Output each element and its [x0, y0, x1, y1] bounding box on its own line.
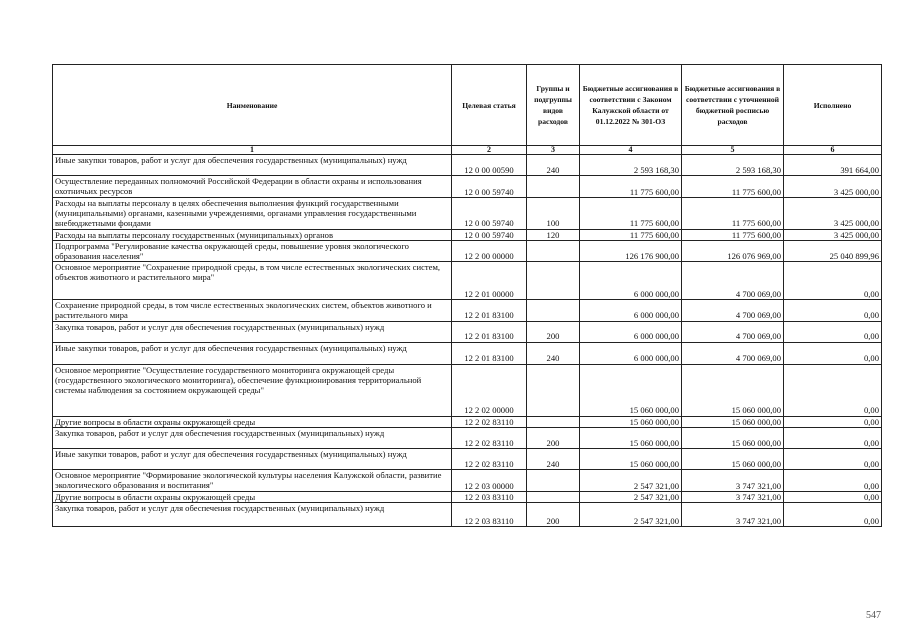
table-row	[53, 300, 882, 321]
row-approved-amount: 15 060 000,00	[580, 364, 682, 416]
row-name: Закупка товаров, работ и услуг для обеспечения государственных (муниципальных) нужд	[53, 503, 452, 527]
row-approved-amount: 15 060 000,00	[580, 448, 682, 469]
row-expense-group: 200	[527, 503, 580, 527]
row-target-article: 12 2 01 83100	[452, 321, 527, 342]
row-approved-amount: 2 547 321,00	[580, 503, 682, 527]
header-expense-group: Группы и подгруппы видов расходов	[527, 65, 580, 146]
row-executed-amount: 0,00	[784, 491, 882, 502]
row-name: Другие вопросы в области охраны окружающей среды	[53, 491, 452, 502]
row-approved-amount: 11 775 600,00	[580, 176, 682, 198]
row-expense-group	[527, 300, 580, 321]
row-target-article: 12 2 00 00000	[452, 240, 527, 261]
row-expense-group	[527, 491, 580, 502]
row-name: Сохранение природной среды, в том числе естественных экологических систем, объектов животного и растительного мира	[53, 300, 452, 321]
row-target-article: 12 2 01 00000	[452, 262, 527, 300]
table-row	[53, 448, 882, 469]
header-target-article: Целевая статья	[452, 65, 527, 146]
row-expense-group: 100	[527, 198, 580, 230]
row-adjusted-amount: 15 060 000,00	[682, 427, 784, 448]
row-approved-amount: 6 000 000,00	[580, 321, 682, 342]
row-name: Иные закупки товаров, работ и услуг для обеспечения государственных (муниципальных) нужд	[53, 448, 452, 469]
row-name: Расходы на выплаты персоналу государственных (муниципальных) органов	[53, 229, 452, 240]
table-row	[53, 155, 882, 176]
column-number: 5	[682, 146, 784, 155]
row-approved-amount: 6 000 000,00	[580, 262, 682, 300]
row-target-article: 12 0 00 59740	[452, 198, 527, 230]
row-approved-amount: 15 060 000,00	[580, 416, 682, 427]
row-approved-amount: 126 176 900,00	[580, 240, 682, 261]
row-target-article: 12 2 03 83110	[452, 503, 527, 527]
table-row	[53, 491, 882, 502]
row-approved-amount: 6 000 000,00	[580, 300, 682, 321]
row-executed-amount: 391 664,00	[784, 155, 882, 176]
row-name: Подпрограмма "Регулирование качества окружающей среды, повышение уровня экологического образования населения"	[53, 240, 452, 261]
column-number: 6	[784, 146, 882, 155]
row-name: Иные закупки товаров, работ и услуг для обеспечения государственных (муниципальных) нужд	[53, 155, 452, 176]
page-number: 547	[866, 610, 881, 621]
row-target-article: 12 2 02 83110	[452, 427, 527, 448]
row-approved-amount: 2 547 321,00	[580, 491, 682, 502]
row-name: Основное мероприятие "Осуществление государственного мониторинга окружающей среды (государственного экологического мониторинга), обеспечение функционирования территориальной системы наблюдения за состоянием окружающей среды"	[53, 364, 452, 416]
header-row	[53, 65, 882, 146]
row-name: Другие вопросы в области охраны окружающей среды	[53, 416, 452, 427]
row-adjusted-amount: 4 700 069,00	[682, 321, 784, 342]
row-target-article: 12 2 01 83100	[452, 300, 527, 321]
row-target-article: 12 0 00 59740	[452, 229, 527, 240]
row-executed-amount: 0,00	[784, 321, 882, 342]
row-executed-amount: 3 425 000,00	[784, 176, 882, 198]
row-name: Закупка товаров, работ и услуг для обеспечения государственных (муниципальных) нужд	[53, 427, 452, 448]
row-name: Расходы на выплаты персоналу в целях обеспечения выполнения функций государственными (муниципальными) органами, казенными учреждениями, органами управления государственными внебюджетными фондами	[53, 198, 452, 230]
row-expense-group: 240	[527, 448, 580, 469]
row-expense-group: 240	[527, 342, 580, 364]
table-row	[53, 342, 882, 364]
row-adjusted-amount: 4 700 069,00	[682, 262, 784, 300]
header-executed: Исполнено	[784, 65, 882, 146]
table-row	[53, 240, 882, 261]
row-expense-group	[527, 262, 580, 300]
row-adjusted-amount: 11 775 600,00	[682, 198, 784, 230]
table-row	[53, 469, 882, 491]
table-row	[53, 229, 882, 240]
row-target-article: 12 2 02 83110	[452, 448, 527, 469]
column-number: 1	[53, 146, 452, 155]
row-approved-amount: 15 060 000,00	[580, 427, 682, 448]
row-expense-group: 240	[527, 155, 580, 176]
row-adjusted-amount: 15 060 000,00	[682, 448, 784, 469]
row-approved-amount: 11 775 600,00	[580, 229, 682, 240]
table-row	[53, 198, 882, 230]
row-executed-amount: 3 425 000,00	[784, 198, 882, 230]
row-adjusted-amount: 3 747 321,00	[682, 503, 784, 527]
row-name: Основное мероприятие "Сохранение природной среды, в том числе естественных экологических систем, объектов животного и растительного мира"	[53, 262, 452, 300]
row-executed-amount: 3 425 000,00	[784, 229, 882, 240]
row-executed-amount: 0,00	[784, 262, 882, 300]
table-row	[53, 416, 882, 427]
row-expense-group: 120	[527, 229, 580, 240]
row-target-article: 12 2 01 83100	[452, 342, 527, 364]
header-adjusted-allocations: Бюджетные ассигнования в соответствии с уточненной бюджетной росписью расходов	[682, 65, 784, 146]
row-executed-amount: 0,00	[784, 416, 882, 427]
row-expense-group: 200	[527, 427, 580, 448]
row-target-article: 12 0 00 00590	[452, 155, 527, 176]
row-approved-amount: 11 775 600,00	[580, 198, 682, 230]
row-target-article: 12 0 00 59740	[452, 176, 527, 198]
row-expense-group: 200	[527, 321, 580, 342]
column-number-row	[53, 146, 882, 155]
table-row	[53, 503, 882, 527]
row-adjusted-amount: 4 700 069,00	[682, 342, 784, 364]
row-adjusted-amount: 11 775 600,00	[682, 229, 784, 240]
row-executed-amount: 0,00	[784, 469, 882, 491]
table-row	[53, 262, 882, 300]
row-executed-amount: 0,00	[784, 364, 882, 416]
row-target-article: 12 2 03 83110	[452, 491, 527, 502]
row-adjusted-amount: 3 747 321,00	[682, 469, 784, 491]
row-executed-amount: 0,00	[784, 503, 882, 527]
header-approved-allocations: Бюджетные ассигнования в соответствии с Законом Калужской области от 01.12.2022 № 301-ОЗ	[580, 65, 682, 146]
header-name: Наименование	[53, 65, 452, 146]
row-expense-group	[527, 176, 580, 198]
column-number: 3	[527, 146, 580, 155]
row-adjusted-amount: 3 747 321,00	[682, 491, 784, 502]
row-target-article: 12 2 02 83110	[452, 416, 527, 427]
row-adjusted-amount: 11 775 600,00	[682, 176, 784, 198]
row-name: Закупка товаров, работ и услуг для обеспечения государственных (муниципальных) нужд	[53, 321, 452, 342]
row-executed-amount: 25 040 899,96	[784, 240, 882, 261]
row-name: Иные закупки товаров, работ и услуг для обеспечения государственных (муниципальных) нужд	[53, 342, 452, 364]
row-approved-amount: 2 547 321,00	[580, 469, 682, 491]
row-approved-amount: 2 593 168,30	[580, 155, 682, 176]
table-row	[53, 321, 882, 342]
row-target-article: 12 2 02 00000	[452, 364, 527, 416]
row-adjusted-amount: 15 060 000,00	[682, 364, 784, 416]
row-executed-amount: 0,00	[784, 300, 882, 321]
row-approved-amount: 6 000 000,00	[580, 342, 682, 364]
table-row	[53, 176, 882, 198]
row-adjusted-amount: 15 060 000,00	[682, 416, 784, 427]
row-executed-amount: 0,00	[784, 342, 882, 364]
row-target-article: 12 2 03 00000	[452, 469, 527, 491]
row-executed-amount: 0,00	[784, 427, 882, 448]
row-name: Основное мероприятие "Формирование экологической культуры населения Калужской области, развитие экологического образования и воспитания"	[53, 469, 452, 491]
row-expense-group	[527, 416, 580, 427]
row-name: Осуществление переданных полномочий Российской Федерации в области охраны и использования охотничьих ресурсов	[53, 176, 452, 198]
table-row	[53, 364, 882, 416]
row-adjusted-amount: 2 593 168,30	[682, 155, 784, 176]
column-number: 2	[452, 146, 527, 155]
table-row	[53, 427, 882, 448]
row-adjusted-amount: 126 076 969,00	[682, 240, 784, 261]
budget-table	[52, 64, 882, 527]
column-number: 4	[580, 146, 682, 155]
row-expense-group	[527, 469, 580, 491]
row-executed-amount: 0,00	[784, 448, 882, 469]
row-adjusted-amount: 4 700 069,00	[682, 300, 784, 321]
row-expense-group	[527, 240, 580, 261]
row-expense-group	[527, 364, 580, 416]
